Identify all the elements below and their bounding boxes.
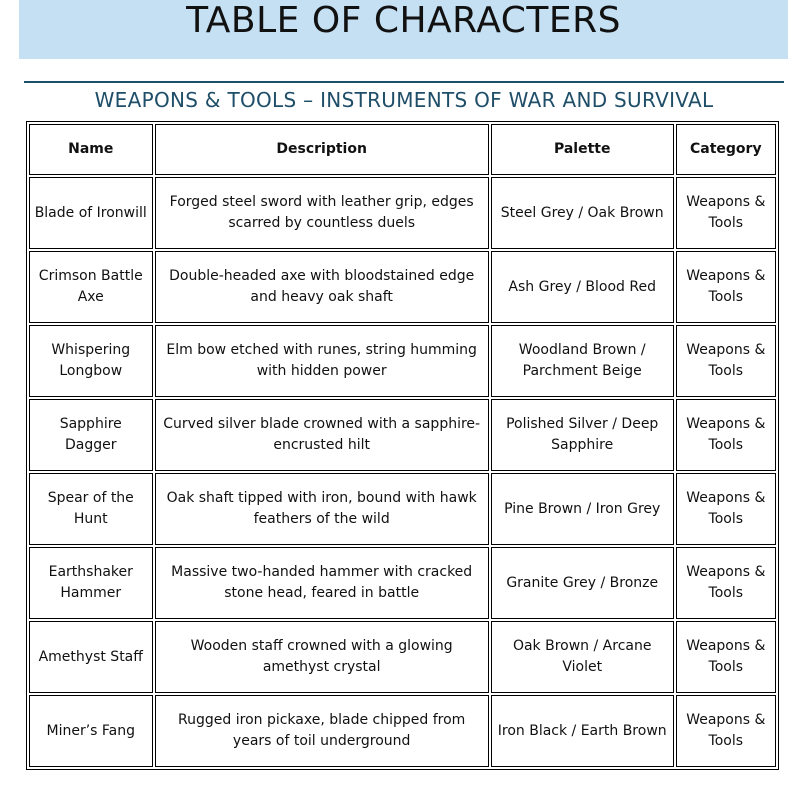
- cell-description: Elm bow etched with runes, string humming with hidden power: [155, 325, 489, 397]
- characters-table-container: [26, 121, 779, 770]
- page-title: TABLE OF CHARACTERS: [186, 0, 621, 41]
- section-subtitle: WEAPONS & TOOLS – INSTRUMENTS OF WAR AND SURVIVAL: [94, 88, 714, 112]
- cell-description: Curved silver blade crowned with a sapphire-encrusted hilt: [155, 399, 489, 471]
- cell-category: Weapons & Tools: [676, 473, 776, 545]
- table-row: [29, 695, 776, 767]
- cell-description: Wooden staff crowned with a glowing amethyst crystal: [155, 621, 489, 693]
- header-palette: Palette: [491, 124, 674, 175]
- cell-name: Spear of the Hunt: [29, 473, 153, 545]
- header-category: Category: [676, 124, 776, 175]
- cell-description: Double-headed axe with bloodstained edge and heavy oak shaft: [155, 251, 489, 323]
- cell-palette: Steel Grey / Oak Brown: [491, 177, 674, 249]
- cell-palette: Granite Grey / Bronze: [491, 547, 674, 619]
- cell-description: Massive two-handed hammer with cracked stone head, feared in battle: [155, 547, 489, 619]
- cell-palette: Iron Black / Earth Brown: [491, 695, 674, 767]
- cell-category: Weapons & Tools: [676, 251, 776, 323]
- table-row: [29, 325, 776, 397]
- table-row: [29, 621, 776, 693]
- cell-name: Whispering Longbow: [29, 325, 153, 397]
- cell-name: Sapphire Dagger: [29, 399, 153, 471]
- characters-table: [26, 121, 779, 770]
- cell-palette: Ash Grey / Blood Red: [491, 251, 674, 323]
- cell-category: Weapons & Tools: [676, 399, 776, 471]
- cell-description: Oak shaft tipped with iron, bound with hawk feathers of the wild: [155, 473, 489, 545]
- title-banner: [19, 0, 788, 59]
- cell-name: Earthshaker Hammer: [29, 547, 153, 619]
- cell-palette: Pine Brown / Iron Grey: [491, 473, 674, 545]
- cell-name: Blade of Ironwill: [29, 177, 153, 249]
- header-description: Description: [155, 124, 489, 175]
- cell-category: Weapons & Tools: [676, 177, 776, 249]
- cell-description: Rugged iron pickaxe, blade chipped from years of toil underground: [155, 695, 489, 767]
- table-row: [29, 399, 776, 471]
- section-divider: [24, 81, 784, 83]
- cell-name: Crimson Battle Axe: [29, 251, 153, 323]
- cell-category: Weapons & Tools: [676, 547, 776, 619]
- cell-palette: Woodland Brown / Parchment Beige: [491, 325, 674, 397]
- cell-category: Weapons & Tools: [676, 621, 776, 693]
- table-row: [29, 251, 776, 323]
- table-row: [29, 547, 776, 619]
- table-header-row: [29, 124, 776, 175]
- header-name: Name: [29, 124, 153, 175]
- cell-palette: Polished Silver / Deep Sapphire: [491, 399, 674, 471]
- cell-name: Amethyst Staff: [29, 621, 153, 693]
- cell-palette: Oak Brown / Arcane Violet: [491, 621, 674, 693]
- cell-category: Weapons & Tools: [676, 325, 776, 397]
- cell-name: Miner’s Fang: [29, 695, 153, 767]
- cell-category: Weapons & Tools: [676, 695, 776, 767]
- table-row: [29, 473, 776, 545]
- table-row: [29, 177, 776, 249]
- cell-description: Forged steel sword with leather grip, edges scarred by countless duels: [155, 177, 489, 249]
